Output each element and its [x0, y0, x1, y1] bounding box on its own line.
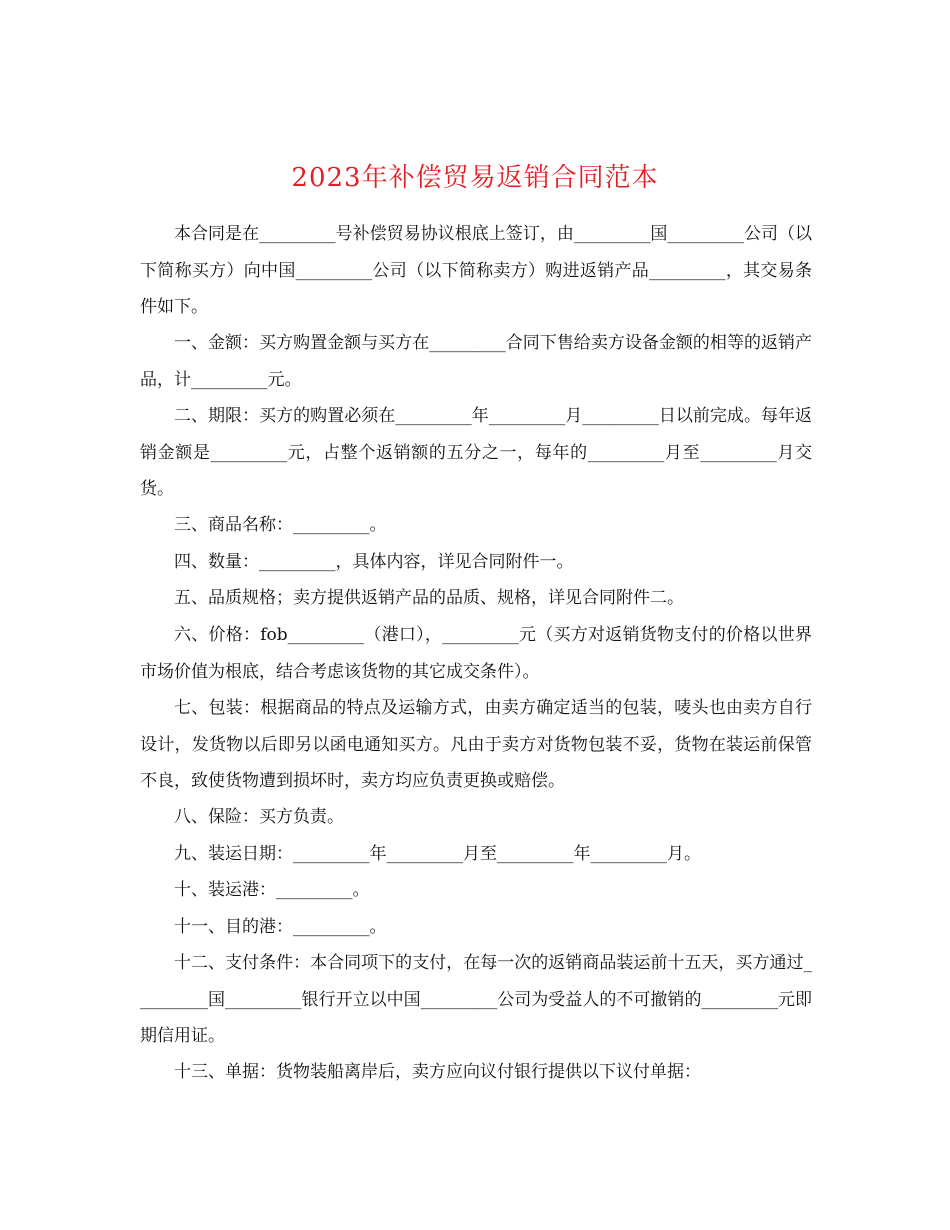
paragraph-destination-port: 十一、目的港：_________。 [174, 917, 387, 937]
paragraph-quantity: 四、数量：_________，具体内容，详见合同附件一。 [174, 552, 574, 572]
paragraph-port-of-loading: 十、装运港：_________。 [174, 880, 370, 900]
paragraph-documents: 十三、单据：货物装船离岸后，卖方应向议付银行提供以下议付单据： [174, 1062, 701, 1082]
paragraph-amount: 一、金额：买方购置金额与买方在_________合同下售给卖方设备金额的相等的返销产品，计_________元。 [140, 333, 812, 390]
paragraph-quality: 五、品质规格；卖方提供返销产品的品质、规格，详见合同附件二。 [174, 588, 684, 608]
paragraph-intro: 本合同是在_________号补偿贸易协议根底上签订，由_________国_________公司（以下简称买方）向中国_________公司（以下简称卖方）购进返销产品_________，其交易条件如下。 [140, 224, 812, 317]
paragraph-packing: 七、包装：根据商品的特点及运输方式，由卖方确定适当的包装，唛头也由卖方自行设计，发货物以后即另以函电通知买方。凡由于卖方对货物包装不妥，货物在装运前保管不良，致使货物遭到损坏时，卖方均应负责更换或赔偿。 [140, 698, 812, 791]
paragraph-insurance: 八、保险：买方负责。 [174, 807, 344, 827]
paragraph-payment: 十二、支付条件：本合同项下的支付，在每一次的返销商品装运前十五天，买方通过_________国_________银行开立以中国_________公司为受益人的不可撤销的_________元即期信用证。 [140, 953, 812, 1046]
paragraph-term: 二、期限：买方的购置必须在_________年_________月_________日以前完成。每年返销金额是_________元，占整个返销额的五分之一，每年的_________月至_________月交货。 [140, 406, 812, 499]
paragraph-shipment-date: 九、装运日期：_________年_________月至_________年_________月。 [174, 844, 701, 864]
paragraph-product-name: 三、商品名称：_________。 [174, 515, 387, 535]
document-title: 2023年补偿贸易返销合同范本 [291, 163, 659, 194]
paragraph-price: 六、价格：fob_________（港口），_________元（买方对返销货物支付的价格以世界市场价值为根底，结合考虑该货物的其它成交条件）。 [140, 625, 812, 682]
